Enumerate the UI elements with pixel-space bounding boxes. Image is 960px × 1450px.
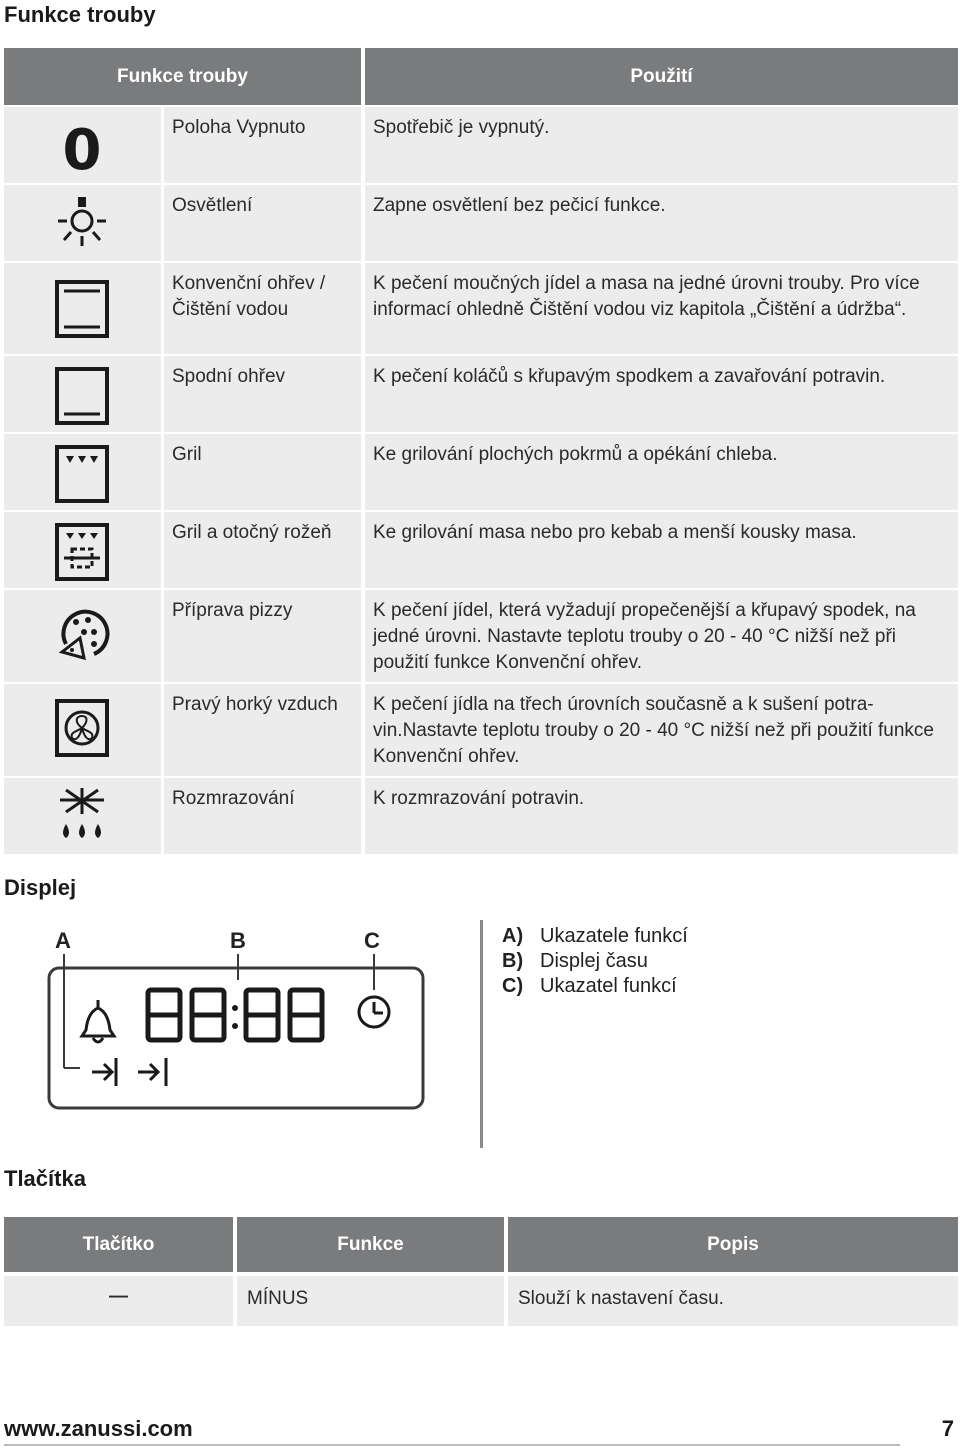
- section-title-buttons: Tlačítka: [4, 1166, 86, 1191]
- function-usage: Ke grilování masa nebo pro kebab a menší kousky masa.: [373, 522, 857, 543]
- legend-text: Ukazatel funkcí: [540, 975, 677, 997]
- grill-rotisserie-icon: [54, 522, 110, 582]
- divider-line: [480, 920, 483, 1148]
- table-header: [4, 48, 958, 105]
- button-function-cell: [237, 1276, 504, 1326]
- table-row: [4, 107, 958, 183]
- function-usage: Zapne osvětlení bez pečicí funkce.: [373, 195, 666, 216]
- legend-key: A): [502, 925, 524, 947]
- function-name: Osvětlení: [172, 195, 253, 216]
- header-usage: Použití: [365, 48, 958, 105]
- legend-text: Ukazatele funkcí: [540, 925, 688, 947]
- table-row: [4, 434, 958, 510]
- grill-icon: [54, 444, 110, 504]
- display-panel: [40, 950, 440, 1115]
- colon-dot: [232, 1023, 238, 1029]
- function-name: Konvenční ohřev / Čištění vodou: [172, 273, 326, 320]
- conventional-heat-icon: [54, 279, 110, 339]
- function-usage: K pečení koláčů s křupavým spodkem a zavařování potravin.: [373, 366, 886, 387]
- header-function: Funkce trouby: [4, 48, 361, 105]
- callout-c: C: [364, 928, 380, 953]
- table-row: [4, 512, 958, 588]
- function-usage: Spotřebič je vypnutý.: [373, 117, 550, 138]
- function-name: Rozmrazování: [172, 788, 295, 809]
- legend-key: C): [502, 975, 524, 997]
- table-row: [4, 356, 958, 432]
- callout-b: B: [230, 928, 246, 953]
- function-name: Gril: [172, 444, 202, 465]
- button-symbol-cell: [4, 1276, 233, 1326]
- true-fan-icon: [54, 698, 110, 758]
- function-name: Poloha Vypnuto: [172, 117, 306, 138]
- page-number: 7: [941, 1416, 954, 1441]
- zero-symbol-icon: [54, 117, 110, 177]
- defrost-icon: [54, 784, 110, 844]
- function-usage: K pečení jídla na třech úrovních současně a k sušení potra-vin.Nastavte teplotu trouby o 20 - 40 °C nižší než při použití funkce Konvenční ohřev.: [373, 694, 935, 767]
- bottom-heat-icon: [54, 366, 110, 426]
- button-function: MÍNUS: [247, 1288, 309, 1309]
- function-usage: K pečení moučných jídel a masa na jedné úrovni trouby. Pro více informací ohledně Čištění vodou viz kapitola „Čištění a údržba“.: [373, 273, 920, 320]
- legend-item-c: [502, 974, 677, 999]
- function-name: Gril a otočný rožeň: [172, 522, 332, 543]
- callout-a: A: [55, 928, 71, 953]
- header-function: Funkce: [237, 1217, 504, 1272]
- minus-icon: —: [109, 1286, 128, 1307]
- function-usage: K pečení jídel, která vyžadují propečenější a křupavý spodek, na jedné úrovni. Nastavte teplotu trouby o 20 - 40 °C nižší než při použití funkce Konvenční ohřev.: [373, 600, 916, 673]
- header-description: Popis: [508, 1217, 958, 1272]
- section-title-functions: Funkce trouby: [4, 2, 156, 27]
- lamp-icon: [54, 195, 110, 255]
- footer-url: www.zanussi.com: [4, 1416, 193, 1441]
- legend-item-a: [502, 924, 688, 949]
- svg-text:0: 0: [62, 118, 102, 177]
- function-usage: K rozmrazování potravin.: [373, 788, 585, 809]
- table-row: [4, 778, 958, 854]
- legend-key: B): [502, 950, 524, 972]
- legend-text: Displej času: [540, 950, 648, 972]
- table-row: [4, 684, 958, 776]
- table-row: [4, 590, 958, 682]
- legend-item-b: [502, 949, 648, 974]
- header-button: Tlačítko: [4, 1217, 233, 1272]
- table-row: [4, 263, 958, 354]
- pizza-icon: [54, 604, 110, 664]
- colon-dot: [232, 1005, 238, 1011]
- function-name: Pravý horký vzduch: [172, 694, 338, 715]
- button-description: Slouží k nastavení času.: [518, 1288, 724, 1309]
- button-description-cell: [508, 1276, 958, 1326]
- section-title-display: Displej: [4, 875, 77, 900]
- footer-divider: [4, 1444, 900, 1446]
- function-name: Spodní ohřev: [172, 366, 286, 387]
- table-row: [4, 185, 958, 261]
- function-name: Příprava pizzy: [172, 600, 293, 621]
- function-usage: Ke grilování plochých pokrmů a opékání chleba.: [373, 444, 778, 465]
